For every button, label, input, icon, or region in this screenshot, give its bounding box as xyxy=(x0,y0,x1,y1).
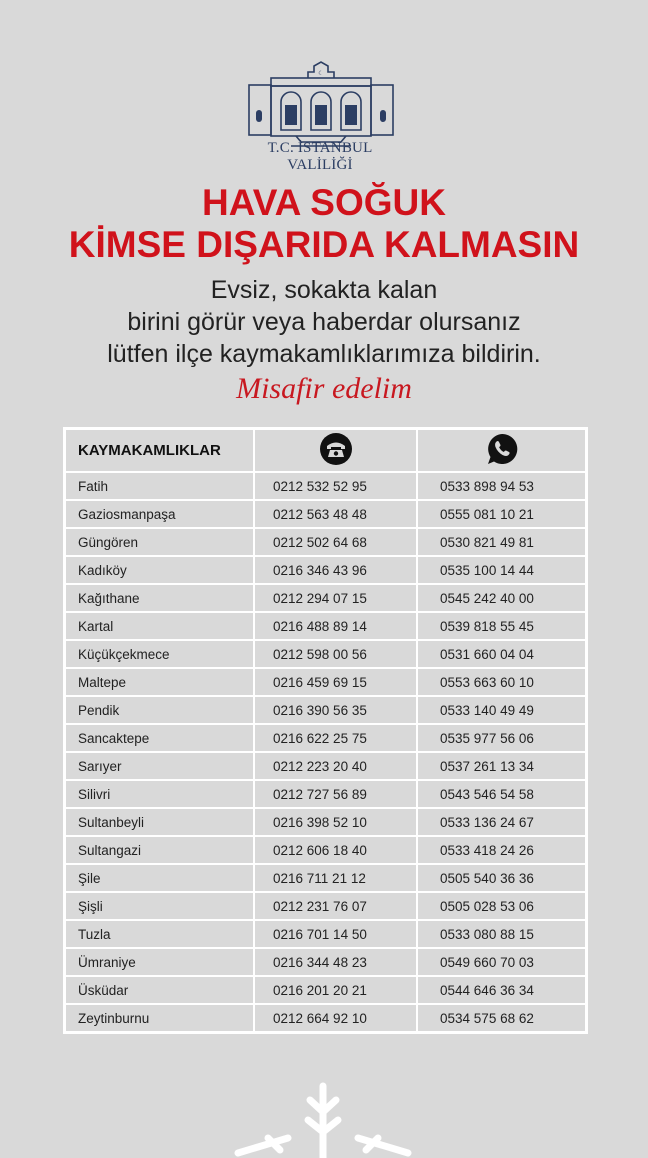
table-row xyxy=(65,724,587,752)
whatsapp-number: 0505 028 53 06 xyxy=(417,892,586,920)
district-name: Silivri xyxy=(65,780,255,808)
whatsapp-number: 0545 242 40 00 xyxy=(417,584,586,612)
phone-number: 0216 201 20 21 xyxy=(254,976,417,1004)
whatsapp-number: 0531 660 04 04 xyxy=(417,640,586,668)
table-row xyxy=(65,780,587,808)
district-name: Kartal xyxy=(65,612,255,640)
phone-number: 0212 294 07 15 xyxy=(254,584,417,612)
table-row xyxy=(65,1004,587,1033)
phone-number: 0216 398 52 10 xyxy=(254,808,417,836)
phone-number: 0216 711 21 12 xyxy=(254,864,417,892)
district-name: Sultangazi xyxy=(65,836,255,864)
table-row xyxy=(65,696,587,724)
table-row xyxy=(65,752,587,780)
phone-number: 0212 727 56 89 xyxy=(254,780,417,808)
district-name: Fatih xyxy=(65,472,255,500)
whatsapp-number: 0555 081 10 21 xyxy=(417,500,586,528)
table-row xyxy=(65,920,587,948)
phone-number: 0212 563 48 48 xyxy=(254,500,417,528)
phone-number: 0212 502 64 68 xyxy=(254,528,417,556)
table-row xyxy=(65,472,587,500)
whatsapp-number: 0505 540 36 36 xyxy=(417,864,586,892)
district-name: Kağıthane xyxy=(65,584,255,612)
district-name: Sarıyer xyxy=(65,752,255,780)
district-name: Kadıköy xyxy=(65,556,255,584)
table-row xyxy=(65,556,587,584)
table-row xyxy=(65,976,587,1004)
whatsapp-number: 0549 660 70 03 xyxy=(417,948,586,976)
whatsapp-number: 0533 418 24 26 xyxy=(417,836,586,864)
whatsapp-number: 0530 821 49 81 xyxy=(417,528,586,556)
phone-number: 0212 231 76 07 xyxy=(254,892,417,920)
whatsapp-number: 0539 818 55 45 xyxy=(417,612,586,640)
whatsapp-number: 0533 898 94 53 xyxy=(417,472,586,500)
svg-text:☾: ☾ xyxy=(318,71,324,77)
district-name: Gaziosmanpaşa xyxy=(65,500,255,528)
whatsapp-number: 0544 646 36 34 xyxy=(417,976,586,1004)
table-row xyxy=(65,948,587,976)
district-name: Şişli xyxy=(65,892,255,920)
district-name: Küçükçekmece xyxy=(65,640,255,668)
table-row xyxy=(65,584,587,612)
table-row xyxy=(65,668,587,696)
whatsapp-number: 0553 663 60 10 xyxy=(417,668,586,696)
contact-table xyxy=(63,427,588,1034)
headline-line-2: KİMSE DIŞARIDA KALMASIN xyxy=(68,224,580,265)
district-name: Maltepe xyxy=(65,668,255,696)
district-name: Üsküdar xyxy=(65,976,255,1004)
district-name: Pendik xyxy=(65,696,255,724)
whatsapp-icon xyxy=(485,432,519,466)
table-row xyxy=(65,808,587,836)
phone-number: 0216 488 89 14 xyxy=(254,612,417,640)
logo-text: T.C. İSTANBUL VALİLİĞİ xyxy=(267,140,373,173)
table-row xyxy=(65,836,587,864)
phone-number: 0216 390 56 35 xyxy=(254,696,417,724)
subtitle-line-1: Evsiz, sokakta kalan xyxy=(210,276,438,304)
district-name: Tuzla xyxy=(65,920,255,948)
whatsapp-number: 0535 977 56 06 xyxy=(417,724,586,752)
table-row xyxy=(65,612,587,640)
table-row xyxy=(65,640,587,668)
telephone-icon xyxy=(319,432,353,466)
whatsapp-number: 0533 080 88 15 xyxy=(417,920,586,948)
phone-number: 0216 459 69 15 xyxy=(254,668,417,696)
district-name: Ümraniye xyxy=(65,948,255,976)
tagline: Misafir edelim xyxy=(236,372,412,405)
phone-number: 0216 346 43 96 xyxy=(254,556,417,584)
phone-number: 0212 606 18 40 xyxy=(254,836,417,864)
whatsapp-number: 0535 100 14 44 xyxy=(417,556,586,584)
district-name: Sultanbeyli xyxy=(65,808,255,836)
district-name: Sancaktepe xyxy=(65,724,255,752)
phone-number: 0216 344 48 23 xyxy=(254,948,417,976)
snowflake-decoration xyxy=(228,1078,418,1158)
subtitle-line-2: birini görür veya haberdar olursanız xyxy=(127,308,521,336)
phone-number: 0212 664 92 10 xyxy=(254,1004,417,1033)
whatsapp-number: 0534 575 68 62 xyxy=(417,1004,586,1033)
subtitle xyxy=(0,274,648,370)
phone-number: 0212 223 20 40 xyxy=(254,752,417,780)
whatsapp-number: 0533 140 49 49 xyxy=(417,696,586,724)
whatsapp-column-header xyxy=(417,429,586,473)
subtitle-line-3: lütfen ilçe kaymakamlıklarımıza bildirin. xyxy=(107,340,541,368)
phone-number: 0212 532 52 95 xyxy=(254,472,417,500)
phone-number: 0216 622 25 75 xyxy=(254,724,417,752)
district-name: Zeytinburnu xyxy=(65,1004,255,1033)
whatsapp-number: 0537 261 13 34 xyxy=(417,752,586,780)
district-column-header: KAYMAKAMLIKLAR xyxy=(65,429,255,473)
headline-line-1: HAVA SOĞUK xyxy=(202,182,446,223)
phone-number: 0212 598 00 56 xyxy=(254,640,417,668)
table-row xyxy=(65,528,587,556)
district-name: Güngören xyxy=(65,528,255,556)
table-row xyxy=(65,500,587,528)
table-row xyxy=(65,864,587,892)
whatsapp-number: 0543 546 54 58 xyxy=(417,780,586,808)
table-header-row xyxy=(65,429,587,473)
whatsapp-number: 0533 136 24 67 xyxy=(417,808,586,836)
district-name: Şile xyxy=(65,864,255,892)
table-row xyxy=(65,892,587,920)
phone-column-header xyxy=(254,429,417,473)
phone-number: 0216 701 14 50 xyxy=(254,920,417,948)
